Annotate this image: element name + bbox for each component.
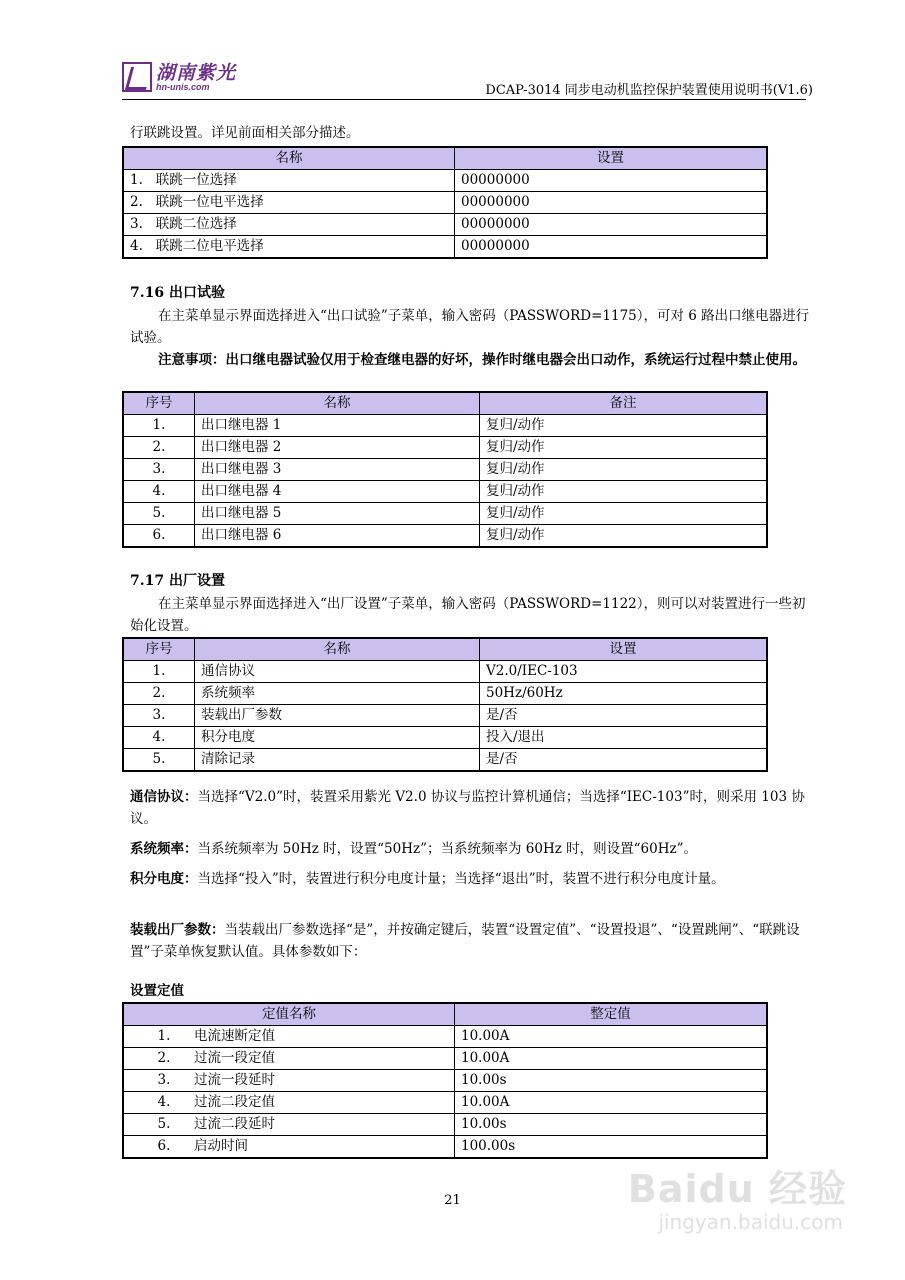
watermark xyxy=(627,1158,847,1248)
table-header-cell: 名称 xyxy=(123,147,455,170)
table-cell xyxy=(123,1070,455,1092)
setpoint-table xyxy=(122,1002,768,1159)
table-cell: 5. xyxy=(123,503,195,525)
note-text: 当选择“投入”时，装置进行积分电度计量；当选择“退出”时，装置不进行积分电度计量。 xyxy=(197,871,725,887)
table-row xyxy=(123,661,767,683)
note-text: 当选择“V2.0”时，装置采用紫光 V2.0 协议与监控计算机通信；当选择“IEC-103”时，则采用 103 协议。 xyxy=(130,789,805,827)
table-cell: 投入/退出 xyxy=(480,727,768,749)
row-index: 5. xyxy=(157,1116,171,1132)
table-cell: 复归/动作 xyxy=(480,437,768,459)
section-paragraph: 在主菜单显示界面选择进入“出口试验”子菜单，输入密码（PASSWORD=1175），可对 6 路出口继电器进行试验。 xyxy=(130,308,810,346)
link-settings-table xyxy=(122,146,768,259)
table-cell: 3. xyxy=(123,705,195,727)
setpoint-title: 设置定值 xyxy=(130,983,184,999)
table-cell: 10.00A xyxy=(455,1092,768,1114)
header-divider xyxy=(122,99,806,100)
table-cell: 积分电度 xyxy=(195,727,480,749)
table-cell: 3. 联跳二位选择 xyxy=(123,214,455,236)
table-cell: 00000000 xyxy=(455,214,768,236)
table-row xyxy=(123,503,767,525)
note-text: 当系统频率为 50Hz 时，设置“50Hz”；当系统频率为 60Hz 时，则设置“60Hz”。 xyxy=(197,841,698,857)
table-header-cell: 定值名称 xyxy=(123,1003,455,1026)
row-index: 4. xyxy=(157,1094,171,1110)
row-label: 过流一段定值 xyxy=(194,1050,275,1066)
table-cell: 系统频率 xyxy=(195,683,480,705)
table-row xyxy=(123,1070,767,1092)
table-cell: 通信协议 xyxy=(195,661,480,683)
table-cell: 复归/动作 xyxy=(480,415,768,437)
table-cell: 50Hz/60Hz xyxy=(480,683,768,705)
table-header-cell: 备注 xyxy=(480,392,768,415)
table-row xyxy=(123,170,767,192)
note-label: 积分电度： xyxy=(130,871,198,887)
table-row xyxy=(123,1092,767,1114)
table-cell xyxy=(123,1048,455,1070)
table-cell: 复归/动作 xyxy=(480,481,768,503)
table-cell: 2. xyxy=(123,437,195,459)
row-index: 6. xyxy=(157,1138,171,1154)
table-cell: 出口继电器 2 xyxy=(195,437,480,459)
table-cell: 00000000 xyxy=(455,170,768,192)
table-cell: 是/否 xyxy=(480,705,768,727)
row-index: 1. xyxy=(157,1028,171,1044)
factory-settings-table xyxy=(122,637,768,772)
logo-url: hn-unis.com xyxy=(156,82,210,92)
note-label: 通信协议： xyxy=(130,789,198,805)
table-cell: 10.00A xyxy=(455,1048,768,1070)
table-cell: 00000000 xyxy=(455,192,768,214)
table-header-cell: 序号 xyxy=(123,392,195,415)
table-row xyxy=(123,415,767,437)
table-header-row xyxy=(123,147,767,170)
table-cell: 出口继电器 4 xyxy=(195,481,480,503)
table-cell: 4. 联跳二位电平选择 xyxy=(123,236,455,259)
table-row xyxy=(123,705,767,727)
table-row xyxy=(123,437,767,459)
table-header-cell: 设置 xyxy=(480,638,768,661)
row-label: 电流速断定值 xyxy=(194,1028,275,1044)
table-row xyxy=(123,1026,767,1048)
row-label: 过流二段延时 xyxy=(194,1116,275,1132)
table-cell: 出口继电器 5 xyxy=(195,503,480,525)
note-load-factory-params xyxy=(130,919,810,963)
section-heading-7-17: 7.17 出厂设置 xyxy=(130,573,225,589)
table-cell xyxy=(123,1026,455,1048)
table-header-row xyxy=(123,392,767,415)
table-cell: 5. xyxy=(123,749,195,772)
table-row xyxy=(123,214,767,236)
table-row xyxy=(123,727,767,749)
row-label: 过流一段延时 xyxy=(194,1072,275,1088)
table-row xyxy=(123,481,767,503)
document-title: DCAP-3014 同步电动机监控保护装置使用说明书(V1.6) xyxy=(485,83,813,98)
table-row xyxy=(123,192,767,214)
table-row xyxy=(123,749,767,772)
table-cell: 出口继电器 3 xyxy=(195,459,480,481)
logo-mark-icon xyxy=(122,62,152,92)
table-cell xyxy=(123,1092,455,1114)
note-text: 当装载出厂参数选择“是”，并按确定键后，装置“设置定值”、“设置投退”、“设置跳闸”、“联跳设置”子菜单恢复默认值。具体参数如下： xyxy=(130,922,800,960)
table-header-cell: 序号 xyxy=(123,638,195,661)
table-cell: 出口继电器 1 xyxy=(195,415,480,437)
note-energy-integration xyxy=(130,868,810,890)
row-label: 启动时间 xyxy=(194,1138,248,1154)
table-cell: 3. xyxy=(123,459,195,481)
logo-text: 湖南紫光 xyxy=(156,62,237,84)
section-note: 注意事项：出口继电器试验仅用于检查继电器的好坏，操作时继电器会出口动作，系统运行过程中禁止使用。 xyxy=(158,352,806,368)
table-cell: 2. 联跳一位电平选择 xyxy=(123,192,455,214)
table-cell: 100.00s xyxy=(455,1136,768,1159)
output-test-table xyxy=(122,391,768,548)
table-header-cell: 名称 xyxy=(195,638,480,661)
table-row xyxy=(123,236,767,259)
table-header-cell: 名称 xyxy=(195,392,480,415)
table-cell xyxy=(123,1136,455,1159)
table-cell: 4. xyxy=(123,727,195,749)
note-label: 系统频率： xyxy=(130,841,198,857)
table-cell: 10.00s xyxy=(455,1114,768,1136)
note-system-frequency xyxy=(130,838,810,860)
watermark-logo: Baidu 经验 xyxy=(627,1167,847,1211)
table-row xyxy=(123,683,767,705)
row-index: 2. xyxy=(157,1050,171,1066)
page-number: 21 xyxy=(444,1193,461,1208)
table-row xyxy=(123,1048,767,1070)
table-cell: 4. xyxy=(123,481,195,503)
table-cell: 1. xyxy=(123,661,195,683)
table-cell xyxy=(123,1114,455,1136)
table-cell: 1. 联跳一位选择 xyxy=(123,170,455,192)
table-header-row xyxy=(123,638,767,661)
section-heading-7-16: 7.16 出口试验 xyxy=(130,285,225,301)
table-cell: 出口继电器 6 xyxy=(195,525,480,548)
table-cell: 2. xyxy=(123,683,195,705)
table-header-row xyxy=(123,1003,767,1026)
table-cell: 1. xyxy=(123,415,195,437)
table-cell: 10.00A xyxy=(455,1026,768,1048)
table-header-cell: 整定值 xyxy=(455,1003,768,1026)
section-paragraph: 在主菜单显示界面选择进入“出厂设置”子菜单，输入密码（PASSWORD=1122），则可以对装置进行一些初始化设置。 xyxy=(130,596,806,634)
table-cell: 6. xyxy=(123,525,195,548)
table-cell: 10.00s xyxy=(455,1070,768,1092)
table-header-cell: 设置 xyxy=(455,147,768,170)
table-cell: 是/否 xyxy=(480,749,768,772)
intro-line: 行联跳设置。详见前面相关部分描述。 xyxy=(130,125,360,141)
table-cell: 装载出厂参数 xyxy=(195,705,480,727)
table-cell: 00000000 xyxy=(455,236,768,259)
note-comm-protocol xyxy=(130,786,810,830)
table-row xyxy=(123,525,767,548)
row-index: 3. xyxy=(157,1072,171,1088)
row-label: 过流二段定值 xyxy=(194,1094,275,1110)
table-cell: V2.0/IEC-103 xyxy=(480,661,768,683)
watermark-url: jingyan.baidu.com xyxy=(658,1210,843,1234)
table-row xyxy=(123,459,767,481)
table-cell: 复归/动作 xyxy=(480,459,768,481)
table-cell: 复归/动作 xyxy=(480,525,768,548)
table-row xyxy=(123,1114,767,1136)
table-cell: 清除记录 xyxy=(195,749,480,772)
table-cell: 复归/动作 xyxy=(480,503,768,525)
company-logo xyxy=(122,58,237,98)
table-row xyxy=(123,1136,767,1159)
note-label: 装载出厂参数： xyxy=(130,922,225,938)
